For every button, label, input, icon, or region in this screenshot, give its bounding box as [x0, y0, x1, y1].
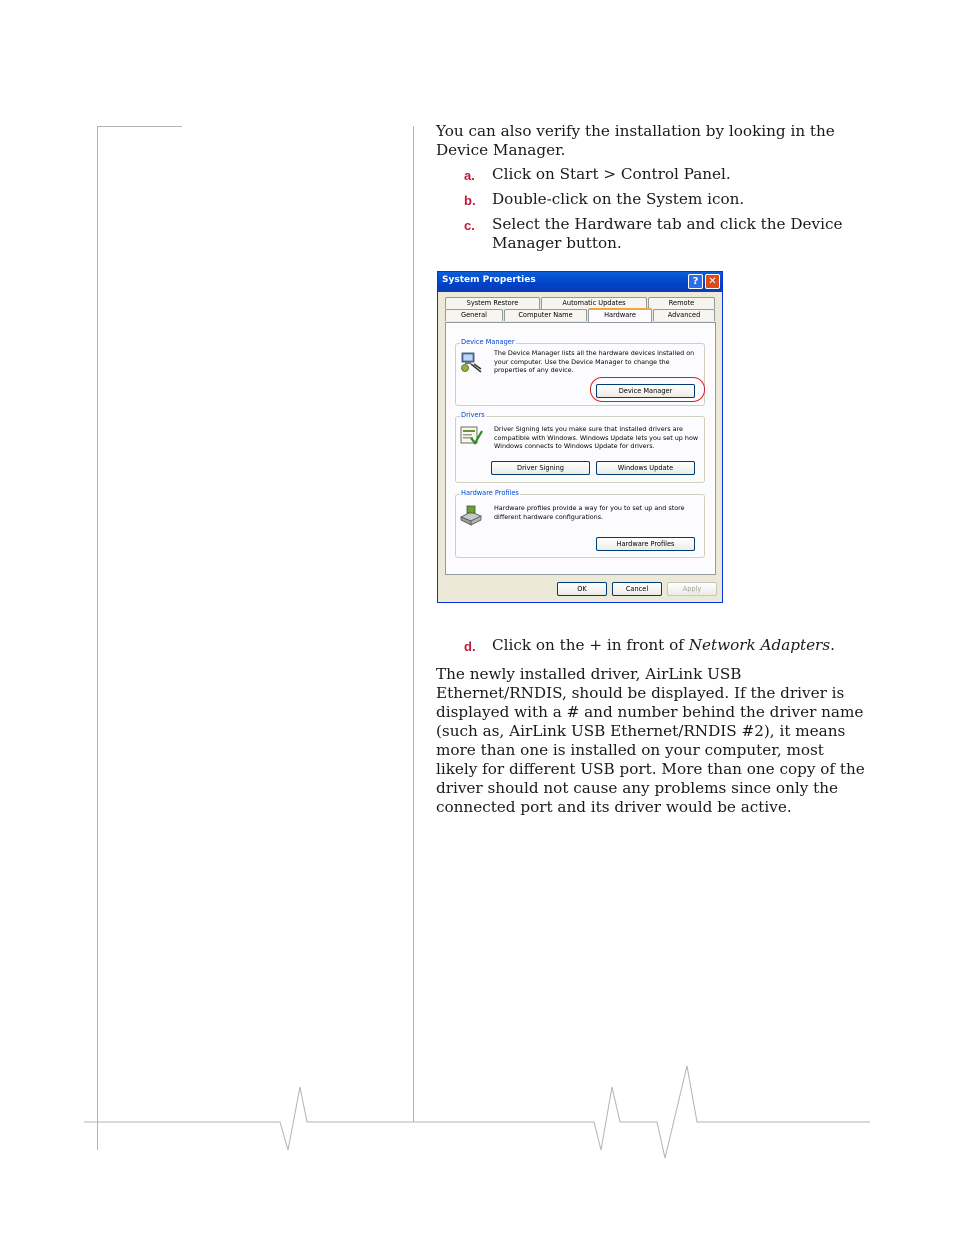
hardware-tab-panel [445, 322, 716, 575]
step-text: Double-click on the System icon. [492, 190, 745, 208]
device-manager-highlight-ring [590, 377, 705, 402]
device-manager-button[interactable]: Device Manager [596, 384, 695, 398]
step-letter: d. [464, 639, 476, 654]
dialog-title: System Properties [442, 275, 536, 285]
tab-system-restore[interactable]: System Restore [445, 297, 540, 309]
help-button[interactable]: ? [688, 274, 703, 289]
hardware-profiles-icon [459, 503, 483, 527]
step-letter: c. [464, 218, 475, 233]
ok-button[interactable]: OK [557, 582, 607, 596]
hardware-profiles-group-label: Hardware Profiles [461, 489, 519, 497]
driver-signing-button[interactable]: Driver Signing [491, 461, 590, 475]
drivers-description: Driver Signing lets you make sure that installed drivers are compatible with Windows. Windows Update lets you set up how Windows connects to Windows Update for drivers. [494, 425, 699, 451]
tab-advanced[interactable]: Advanced [653, 309, 715, 321]
tab-hardware[interactable]: Hardware [588, 308, 652, 322]
drivers-group [455, 411, 705, 483]
drivers-group-label: Drivers [461, 411, 485, 419]
tab-general[interactable]: General [445, 309, 503, 321]
device-manager-group-label: Device Manager [461, 338, 515, 346]
device-manager-icon [459, 350, 483, 374]
windows-update-button[interactable]: Windows Update [596, 461, 695, 475]
dialog-titlebar [438, 272, 722, 292]
step-text: Select the Hardware tab and click the Device Manager button. [492, 215, 843, 252]
cancel-button[interactable]: Cancel [612, 582, 662, 596]
step-letter: b. [464, 193, 476, 208]
tab-remote[interactable]: Remote [648, 297, 715, 309]
step-text: Click on Start > Control Panel. [492, 165, 731, 183]
tab-automatic-updates[interactable]: Automatic Updates [541, 297, 647, 309]
hardware-profiles-button[interactable]: Hardware Profiles [596, 537, 695, 551]
network-adapters-term: Network Adapters [688, 636, 831, 654]
step-text [492, 636, 876, 655]
hardware-profiles-group [455, 489, 705, 558]
close-button[interactable]: ✕ [705, 274, 720, 289]
step-letter: a. [464, 168, 475, 183]
intro-text: You can also verify the installation by looking in the Device Manager. [436, 122, 835, 159]
step-text-end: . [830, 636, 835, 654]
system-properties-dialog [437, 271, 723, 603]
driver-paragraph: The newly installed driver, AirLink USB Ethernet/RNDIS, should be displayed. If the driver is displayed with a # and number behind the driver name (such as, AirLink USB Ethernet/RNDIS #2), it means more than one is installed on your computer, most likely for different USB port. More than one copy of the driver should not cause any problems since only the connected port and its driver would be active. [436, 665, 865, 816]
device-manager-description: The Device Manager lists all the hardware devices installed on your computer. Use the Device Manager to change the properties of any device. [494, 349, 695, 375]
step-text-plain: Click on the + in front of [492, 636, 689, 654]
driver-signing-icon [459, 423, 483, 447]
tab-computer-name[interactable]: Computer Name [504, 309, 587, 321]
apply-button[interactable]: Apply [667, 582, 717, 596]
hardware-profiles-description: Hardware profiles provide a way for you to set up and store different hardware configurations. [494, 504, 685, 521]
